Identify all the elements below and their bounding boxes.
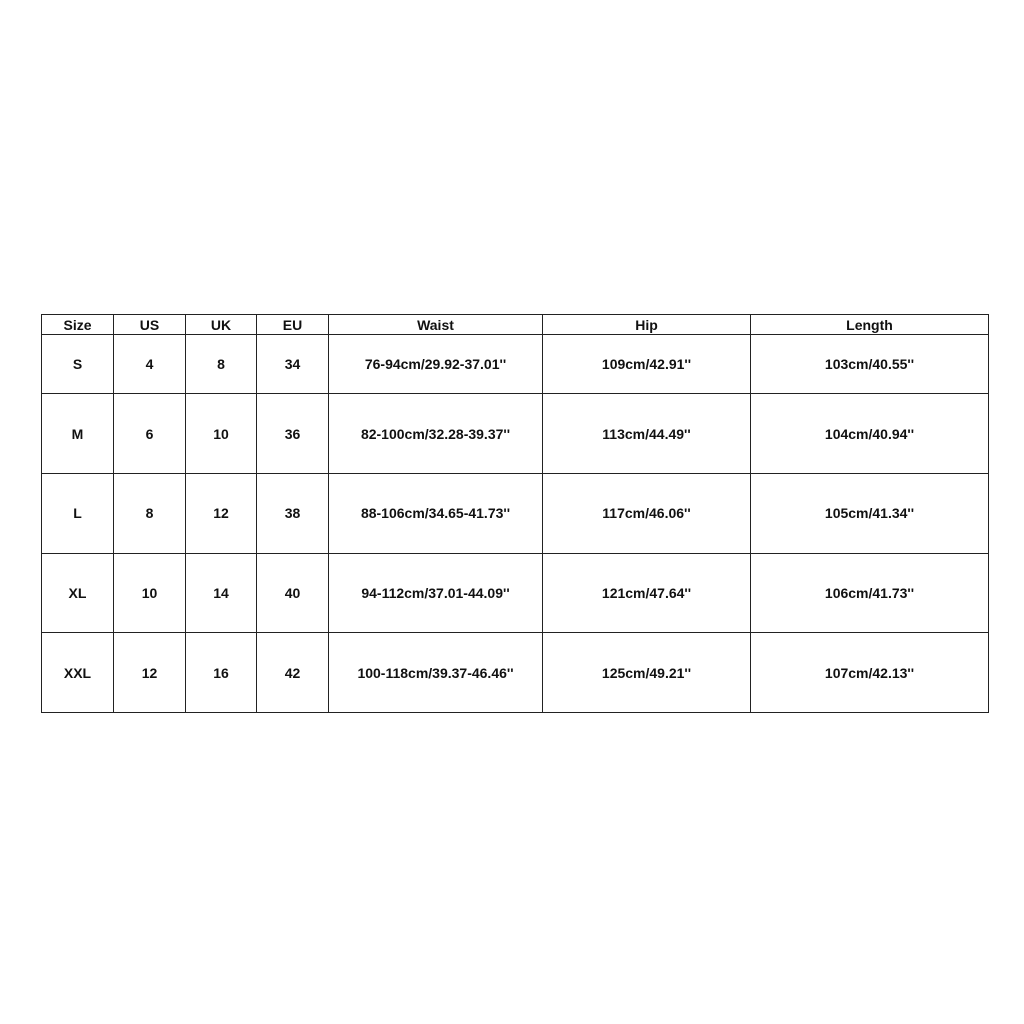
cell-size: S: [42, 335, 114, 394]
cell-waist: 76-94cm/29.92-37.01'': [329, 335, 543, 394]
cell-hip: 117cm/46.06'': [543, 474, 751, 554]
cell-waist: 88-106cm/34.65-41.73'': [329, 474, 543, 554]
cell-uk: 10: [186, 394, 257, 474]
cell-length: 107cm/42.13'': [751, 633, 989, 713]
table-row: [42, 553, 989, 633]
table-row: [42, 633, 989, 713]
size-chart-table: [41, 314, 989, 713]
header-hip: Hip: [543, 315, 751, 335]
cell-us: 4: [114, 335, 186, 394]
cell-size: M: [42, 394, 114, 474]
header-length: Length: [751, 315, 989, 335]
table-row: [42, 394, 989, 474]
cell-us: 8: [114, 474, 186, 554]
cell-eu: 42: [257, 633, 329, 713]
cell-eu: 40: [257, 553, 329, 633]
cell-hip: 125cm/49.21'': [543, 633, 751, 713]
header-uk: UK: [186, 315, 257, 335]
cell-waist: 82-100cm/32.28-39.37'': [329, 394, 543, 474]
table-header-row: [42, 315, 989, 335]
cell-waist: 94-112cm/37.01-44.09'': [329, 553, 543, 633]
cell-uk: 16: [186, 633, 257, 713]
header-us: US: [114, 315, 186, 335]
table-row: [42, 335, 989, 394]
cell-eu: 38: [257, 474, 329, 554]
cell-length: 103cm/40.55'': [751, 335, 989, 394]
cell-hip: 121cm/47.64'': [543, 553, 751, 633]
cell-eu: 34: [257, 335, 329, 394]
cell-waist: 100-118cm/39.37-46.46'': [329, 633, 543, 713]
cell-length: 104cm/40.94'': [751, 394, 989, 474]
cell-uk: 8: [186, 335, 257, 394]
cell-length: 106cm/41.73'': [751, 553, 989, 633]
header-eu: EU: [257, 315, 329, 335]
cell-hip: 113cm/44.49'': [543, 394, 751, 474]
header-waist: Waist: [329, 315, 543, 335]
cell-size: L: [42, 474, 114, 554]
cell-hip: 109cm/42.91'': [543, 335, 751, 394]
cell-size: XXL: [42, 633, 114, 713]
cell-length: 105cm/41.34'': [751, 474, 989, 554]
cell-size: XL: [42, 553, 114, 633]
cell-us: 12: [114, 633, 186, 713]
cell-uk: 14: [186, 553, 257, 633]
cell-uk: 12: [186, 474, 257, 554]
table-row: [42, 474, 989, 554]
cell-us: 10: [114, 553, 186, 633]
cell-eu: 36: [257, 394, 329, 474]
header-size: Size: [42, 315, 114, 335]
cell-us: 6: [114, 394, 186, 474]
